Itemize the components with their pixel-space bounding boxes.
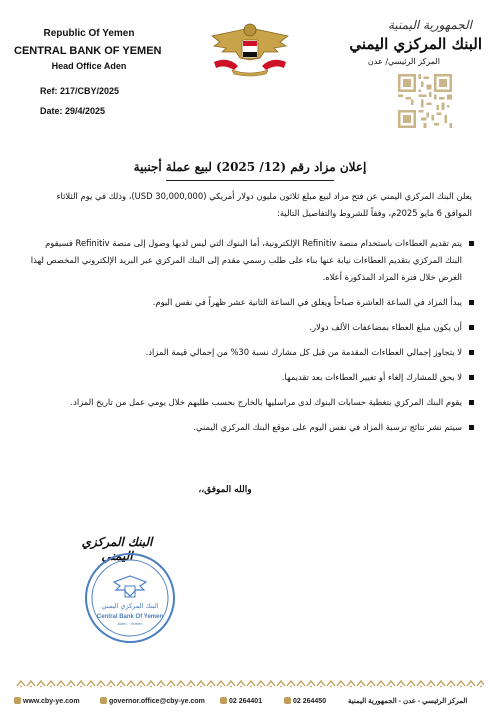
condition-text: لا يحق للمشارك إلغاء أو تغيير العطاءات بعد تقديمها. — [281, 372, 462, 382]
condition-text: أن يكون مبلغ العطاء بمضاعفات الألف دولار. — [309, 322, 462, 332]
bullet-icon — [469, 350, 474, 355]
country-name-ar: الجمهورية اليمنية — [387, 18, 472, 32]
list-item — [26, 419, 474, 436]
phone-icon — [284, 697, 291, 704]
globe-icon — [14, 697, 21, 704]
bank-name-en: CENTRAL BANK OF YEMEN — [14, 45, 162, 57]
bank-name-ar: البنك المركزي اليمني — [349, 35, 482, 53]
list-item — [26, 235, 474, 286]
list-item — [26, 294, 474, 311]
condition-text: سيتم نشر نتائج ترسية المزاد في نفس اليوم على موقع البنك المركزي اليمني. — [193, 422, 462, 432]
official-seal-icon — [84, 552, 176, 644]
footer-address: المركز الرئيسي - عدن - الجمهورية اليمنية — [348, 698, 468, 705]
intro-paragraph: يعلن البنك المركزي اليمني عن فتح مزاد لبيع مبلغ ثلاثون مليون دولار أمريكي (30,000,000 USD)، وذلك في يوم الثلاثاء الموافق 6 مايو 2025م، وفقاً للشروط والتفاصيل التالية: — [56, 191, 472, 218]
announcement-title: إعلان مزاد رقم (12/ 2025) لبيع عملة أجنبية — [133, 160, 367, 174]
list-item — [26, 344, 474, 361]
bullet-icon — [469, 400, 474, 405]
list-item — [26, 394, 474, 411]
footer-email[interactable]: governor.office@cby-ye.com — [109, 698, 205, 705]
conditions-list — [26, 235, 474, 444]
yemen-eagle-emblem — [206, 18, 294, 78]
title-underline — [166, 180, 334, 181]
reference-number: Ref: 217/CBY/2025 — [40, 86, 120, 96]
qr-code-icon — [398, 74, 452, 128]
document-date: Date: 29/4/2025 — [40, 106, 106, 116]
email-icon — [100, 697, 107, 704]
letterhead-arabic — [322, 18, 482, 66]
decorative-border — [16, 680, 484, 688]
bullet-icon — [469, 375, 474, 380]
condition-text: يبدأ المزاد في الساعة العاشرة صباحاً ويغلق في الساعة الثانية عشر ظهراً في نفس اليوم. — [152, 297, 462, 307]
svg-text:Aden · Yemen: Aden · Yemen — [117, 621, 143, 626]
footer-phone-2: 02 264450 — [293, 698, 327, 705]
condition-text: يقوم البنك المركزي بتغطية حسابات البنوك لدى مراسليها بالخارج بحسب طلبهم خلال يومي عمل من تاريخ المزاد. — [70, 397, 462, 407]
closing-phrase: والله الموفق،، — [198, 485, 252, 495]
condition-text: يتم تقديم العطاءات باستخدام منصة Refinitiv الإلكترونية، أما البنوك التي ليس لديها وصول إلى منصة Refinitiv فسيقوم البنك المركزي بتقديم العطاءات نيابة عنها بناء على طلب رسمي مقدم إلى البنك المركزي عبر البريد الإلكتروني المخصص لهذا الغرض خلال فترة المزاد المذكورة أعلاه. — [30, 238, 462, 282]
footer-phone-1: 02 264401 — [229, 698, 263, 705]
svg-text:البنك المركزي اليمني: البنك المركزي اليمني — [101, 602, 159, 610]
footer-website[interactable]: www.cby-ye.com — [23, 698, 80, 705]
office-name-ar: المركز الرئيسي/ عدن — [367, 57, 440, 66]
footer-contact — [14, 695, 486, 709]
signatory-name: البنك المركزي اليمني — [81, 535, 153, 563]
bullet-icon — [469, 241, 474, 246]
bullet-icon — [469, 300, 474, 305]
list-item — [26, 369, 474, 386]
office-name-en: Head Office Aden — [51, 61, 127, 71]
list-item — [26, 319, 474, 336]
condition-text: لا يتجاوز إجمالي العطاءات المقدمة من قبل كل مشارك نسبة 30% من إجمالي قيمة المزاد. — [145, 347, 462, 357]
country-name-en: Republic Of Yemen — [43, 28, 135, 39]
phone-icon — [220, 697, 227, 704]
bullet-icon — [469, 325, 474, 330]
letterhead-english — [14, 28, 164, 71]
svg-text:Central Bank Of Yemen: Central Bank Of Yemen — [96, 614, 164, 620]
bullet-icon — [469, 425, 474, 430]
